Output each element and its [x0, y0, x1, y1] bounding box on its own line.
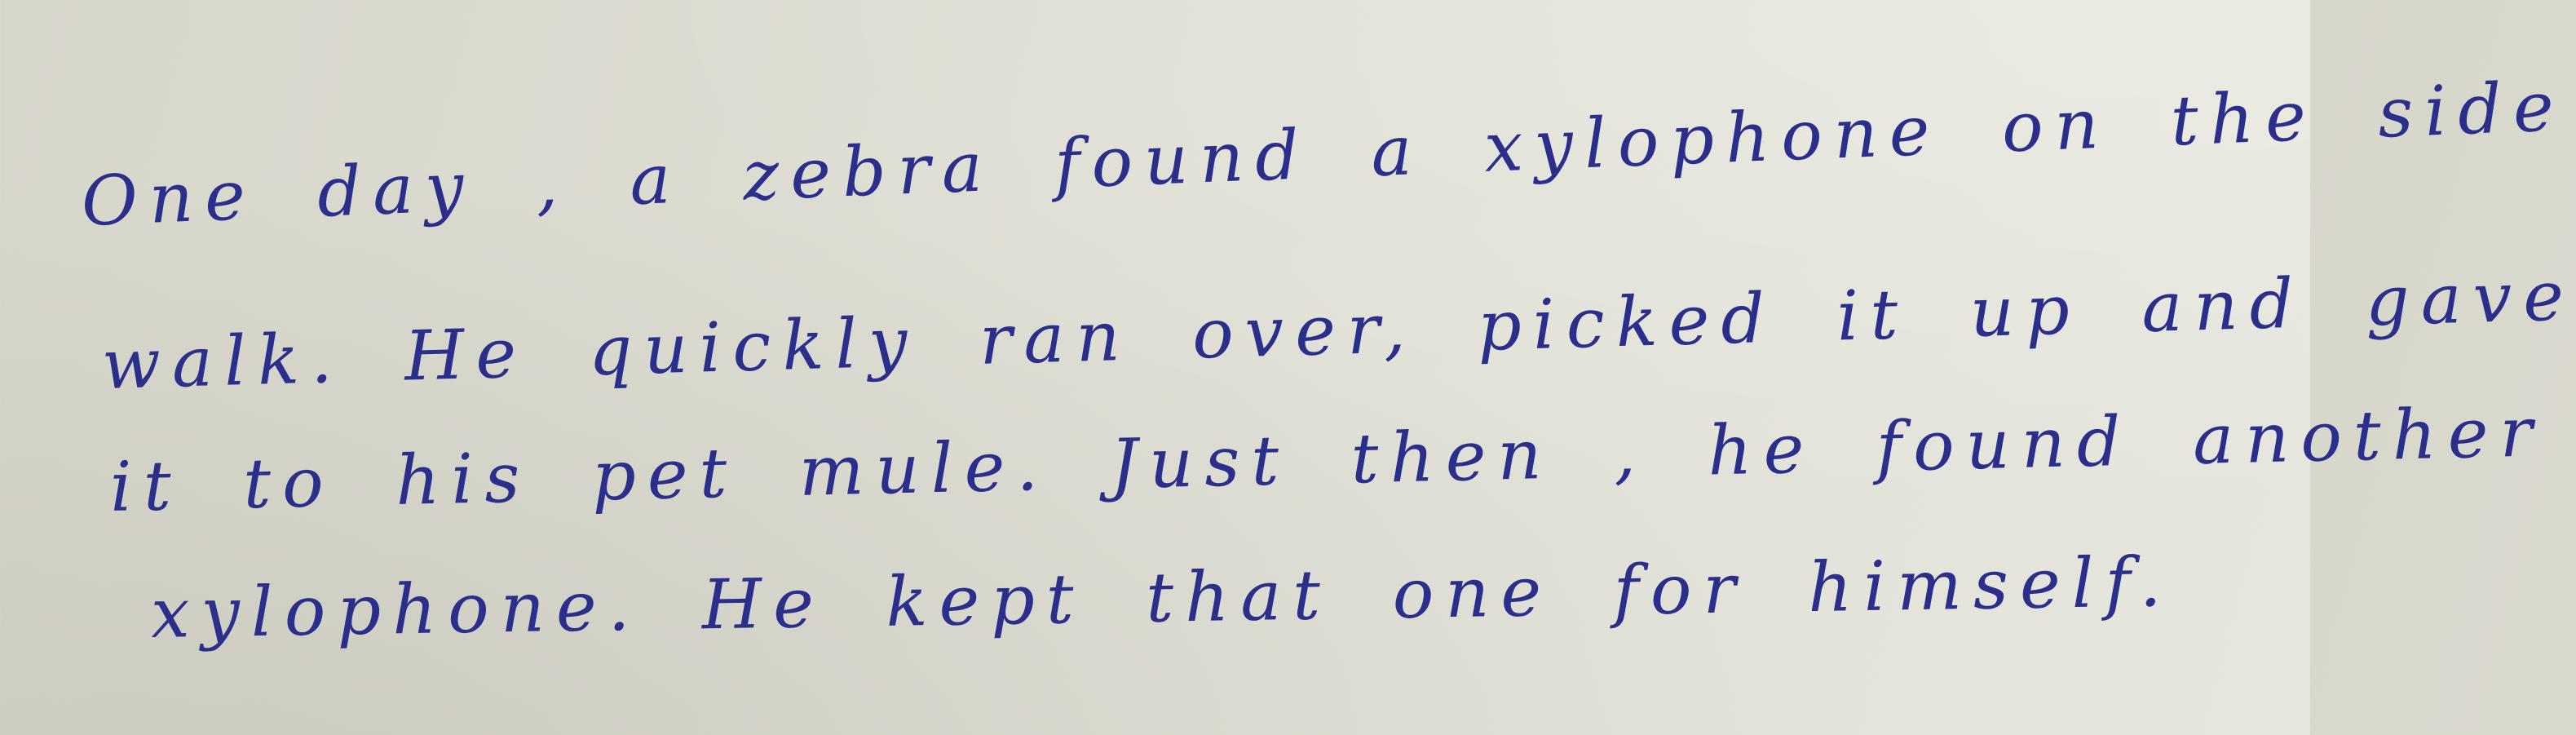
handwritten-line-1: One day , a zebra found a xylophone on the side	[80, 66, 2567, 241]
handwritten-line-3: it to his pet mule. Just then , he found another	[108, 392, 2545, 527]
handwritten-line-4: xylophone. He kept that one for himself.	[150, 542, 2173, 653]
handwritten-line-2: walk. He quickly ran over, picked it up and gave	[100, 255, 2576, 405]
